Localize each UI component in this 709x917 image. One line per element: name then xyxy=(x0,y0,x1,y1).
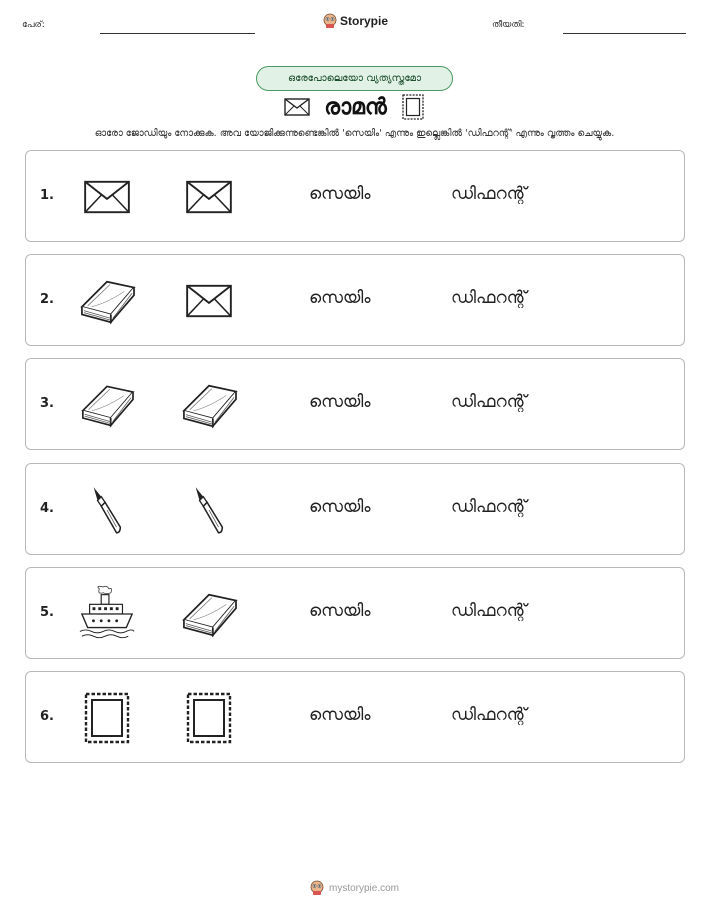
different-option[interactable]: ഡിഫറന്റ് xyxy=(451,600,527,621)
stamp-icon xyxy=(184,690,234,746)
question-number: 2. xyxy=(40,292,54,308)
book-icon xyxy=(180,378,238,432)
stamp-icon xyxy=(82,690,132,746)
brand-name: Storypie xyxy=(340,14,389,28)
question-row xyxy=(25,254,685,346)
worksheet-header xyxy=(0,0,709,50)
envelope-icon xyxy=(83,178,131,216)
book-icon xyxy=(79,379,135,431)
name-line[interactable] xyxy=(100,33,255,34)
question-row xyxy=(25,567,685,659)
stamp-icon xyxy=(401,93,425,121)
date-label: തീയതി: xyxy=(492,20,525,30)
envelope-icon xyxy=(185,178,233,216)
different-option[interactable]: ഡിഫറന്റ് xyxy=(451,496,527,517)
storypie-mascot-icon xyxy=(323,13,337,29)
page-title: രാമൻ xyxy=(324,94,387,120)
envelope-icon xyxy=(185,282,233,320)
same-option[interactable]: സെയിം xyxy=(309,600,371,621)
question-row xyxy=(25,150,685,242)
question-row xyxy=(25,358,685,450)
different-option[interactable]: ഡിഫറന്റ് xyxy=(451,184,527,204)
different-option[interactable]: ഡിഫറന്റ് xyxy=(451,288,527,309)
same-option[interactable]: സെയിം xyxy=(309,288,371,309)
different-option[interactable]: ഡിഫറന്റ് xyxy=(451,392,527,413)
envelope-icon xyxy=(284,98,310,116)
question-number: 6. xyxy=(40,708,54,724)
footer xyxy=(0,880,709,896)
worksheet-type-badge: ഒരേപോലെയോ വ്യത്യസ്തമോ xyxy=(256,66,453,91)
question-row xyxy=(25,463,685,555)
same-option[interactable]: സെയിം xyxy=(309,496,371,517)
question-row xyxy=(25,671,685,763)
brand-logo xyxy=(323,13,388,29)
instructions: ഓരോ ജോഡിയും നോക്കുക. അവ യോജിക്കുന്നുണ്ടെങ്കിൽ 'സെയിം' എന്നും ഇല്ലെങ്കിൽ 'ഡിഫറന്റ്' എന്നും വൃത്തം ചെയ്യുക. xyxy=(94,128,615,139)
fountain-pen-icon xyxy=(88,483,126,537)
different-option[interactable]: ഡിഫറന്റ് xyxy=(451,704,527,725)
title-row xyxy=(0,92,709,122)
storypie-mascot-icon xyxy=(310,880,324,896)
same-option[interactable]: സെയിം xyxy=(309,392,371,413)
question-list xyxy=(25,150,685,775)
ship-icon xyxy=(78,585,136,643)
same-option[interactable]: സെയിം xyxy=(309,184,371,204)
book-icon xyxy=(78,274,136,328)
question-number: 4. xyxy=(40,500,54,516)
question-number: 3. xyxy=(40,396,54,412)
fountain-pen-icon xyxy=(190,483,228,537)
name-label: പേര്: xyxy=(22,20,45,30)
question-number: 5. xyxy=(40,604,54,620)
footer-url[interactable]: mystorypie.com xyxy=(328,882,399,894)
same-option[interactable]: സെയിം xyxy=(309,704,371,725)
book-icon xyxy=(180,587,238,641)
date-line[interactable] xyxy=(563,33,686,34)
question-number: 1. xyxy=(40,188,54,203)
